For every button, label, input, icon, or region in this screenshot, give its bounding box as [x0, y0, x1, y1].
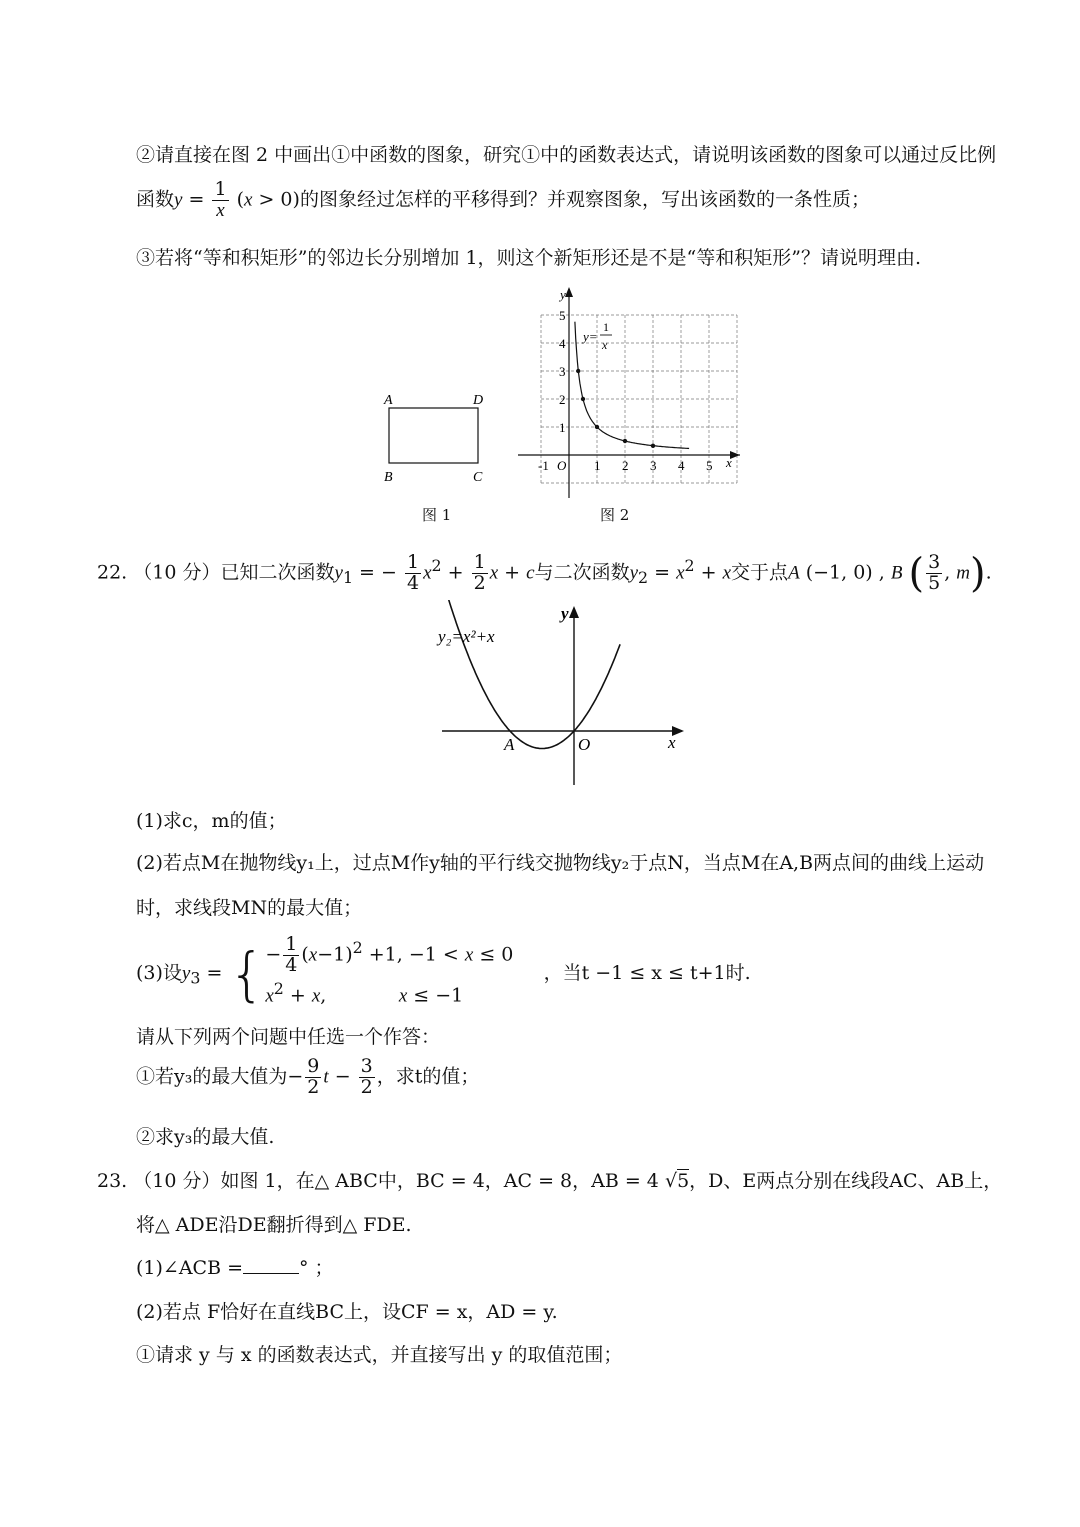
parabola-label-a: A [504, 735, 515, 754]
q22-part3: (3)设$y_3$ = {− $\frac{1}{4}$ $(x-1)^2 +1$, −1 < x ≤ 0 $x^2 + x$, x ≤ −1 ，当t −1 ≤ x ≤ t+1时. [136, 935, 751, 1013]
q23-part2-1: ①请求 y 与 x 的函数表达式，并直接写出 y 的取值范围； [136, 1344, 623, 1366]
x-tick-label: 5 [706, 458, 713, 473]
figure-2-graph [510, 283, 750, 501]
y-tick-label: 2 [559, 392, 566, 407]
x-tick-label: -1 [538, 458, 549, 473]
q22-part1: (1)求c，m的值； [136, 810, 287, 832]
x-tick-label: 1 [594, 458, 601, 473]
figure-2-y-label: y [560, 287, 566, 302]
answer-blank[interactable] [243, 1255, 299, 1274]
q23-score: （10 分） [133, 1170, 221, 1192]
graph-point [576, 369, 580, 373]
q22-part2-line2: 时，求线段MN的最大值； [136, 897, 363, 919]
svg-text:1: 1 [603, 320, 609, 334]
piecewise-function: − $\frac{1}{4}$ $(x-1)^2 +1$, −1 < x ≤ 0 $x^2 + x$, x ≤ −1 [265, 933, 514, 1007]
q22-parabola-graph [430, 600, 700, 790]
q21-item3: ③若将“等和积矩形”的邻边长分别增加 1，则这个新矩形还是不是“等和积矩形”？请说明理由. [136, 247, 922, 269]
q23-line1-post: ，D、E两点分别在线段AC、AB上， [689, 1170, 1003, 1192]
x-tick-label: 2 [622, 458, 629, 473]
q22-number: 22. [97, 561, 128, 584]
q22-choice1-post: ，求t的值； [376, 1065, 480, 1088]
q23-line2: 将△ ADE沿DE翻折得到△ FDE. [136, 1214, 412, 1236]
label-a: A [384, 393, 393, 408]
parabola-y-arrow [569, 606, 579, 618]
q23-part1 [136, 1253, 334, 1280]
q21-item2-line1: ②请直接在图 2 中画出①中函数的图象，研究①中的函数表达式，请说明该函数的图象可以通过反比例 [136, 144, 997, 166]
q23-part2: (2)若点 F恰好在直线BC上，设CF = x，AD = y. [136, 1301, 558, 1323]
parabola-y-label: y [561, 604, 569, 623]
figure-1-rectangle [375, 388, 495, 488]
q22-stem-post: 交于点 [731, 561, 789, 584]
svg-text:x: x [602, 338, 608, 352]
q22-stem-mid: 与二次函数 [534, 561, 630, 584]
q21-item2-post: 的图象经过怎样的平移得到？并观察图象，写出该函数的一条性质； [299, 188, 870, 211]
y-tick-label: 3 [559, 364, 566, 379]
figure-2-y-arrow [565, 287, 573, 297]
figure-2-points [576, 369, 655, 448]
x-tick-label: 4 [678, 458, 685, 473]
q22-stem: 22. （10 分）已知二次函数$y_1$ = − $\frac{1}{4}$ $x^2$ + $\frac{1}{2}$ x + c与二次函数$y_2 = x^2 + x$交于点A (−1, 0) , B ( $\frac{3}{5}$ , m). [97, 550, 992, 597]
q22-part2-line1: (2)若点M在抛物线y₁上，过点M作y轴的平行线交抛物线y₂于点N，当点M在A,B两点间的曲线上运动 [136, 852, 985, 874]
graph-point [581, 397, 585, 401]
q23-part1-pre: (1)∠ACB = [136, 1257, 244, 1279]
label-d: D [473, 393, 484, 408]
q22-part3-pre: (3)设 [136, 961, 182, 984]
q21-item2-line2: 函数y = $\frac{1}{x}$ (x > 0)的图象经过怎样的平移得到？并观察图象，写出该函数的一条性质； [136, 178, 870, 221]
q22-score: （10 分） [133, 561, 221, 584]
parabola-label-o: O [578, 735, 591, 754]
q23-stem: 23. （10 分）如图 1，在△ ABC中，BC = 4，AC = 8，AB = 4 √5，D、E两点分别在线段AC、AB上， [97, 1170, 1003, 1192]
y-tick-label: 5 [559, 308, 566, 323]
graph-point [595, 425, 599, 429]
parabola-curve-label: y₂=x²+x [438, 627, 495, 646]
svg-text:y=: y= [583, 329, 598, 344]
q23-number: 23. [97, 1170, 128, 1192]
y-tick-label: 1 [559, 420, 566, 435]
graph-point [623, 439, 627, 443]
label-c: C [473, 470, 483, 485]
q23-line1: 如图 1，在△ ABC中，BC = 4，AC = 8，AB = 4 [220, 1170, 659, 1192]
q22-choice1-pre: ①若y₃的最大值为 [136, 1065, 288, 1088]
q22-part3-post: ，当t −1 ≤ x ≤ t+1时. [543, 961, 751, 984]
q23-part1-post: ° ； [299, 1257, 334, 1279]
figure-1-caption: 图 1 [422, 506, 452, 524]
q22-stem-pre: 已知二次函数 [220, 561, 335, 584]
q22-choose: 请从下列两个问题中任选一个作答： [136, 1026, 441, 1048]
x-tick-label: O [557, 458, 567, 473]
parabola-x-label: x [668, 733, 676, 752]
q22-choice2: ②求y₃的最大值. [136, 1126, 275, 1148]
q22-choice1: ①若y₃的最大值为− $\frac{9}{2}$ t − $\frac{3}{2}$ ，求t的值； [136, 1055, 480, 1098]
fraction-1-over-x: $\frac{1}{x}$ [214, 178, 227, 221]
y-tick-label: 4 [559, 336, 566, 351]
graph-point [651, 444, 655, 448]
parabola-curve [440, 600, 620, 749]
label-b: B [384, 470, 393, 485]
figure-2-curve-label [581, 320, 612, 352]
figure-2-caption: 图 2 [600, 506, 630, 524]
figure-2-x-label: x [726, 455, 732, 470]
q21-item2-pre: 函数 [136, 188, 175, 211]
x-tick-label: 3 [650, 458, 657, 473]
